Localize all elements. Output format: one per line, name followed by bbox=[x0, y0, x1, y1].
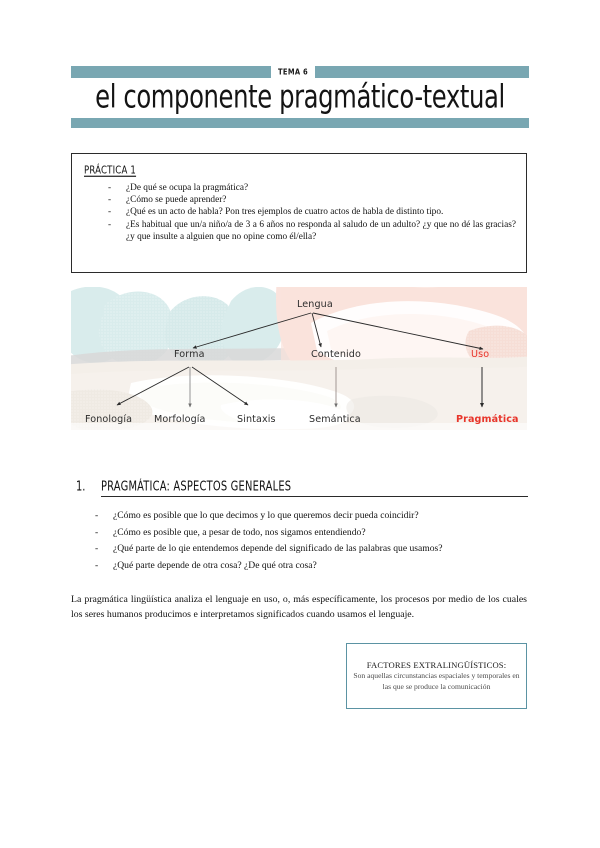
list-item: - ¿Qué parte de lo qie entendemos depende del significado de las palabras que usamos? bbox=[71, 541, 527, 558]
diagram-node-semantica: Semántica bbox=[309, 414, 361, 425]
practice-title: PRÁCTICA 1 bbox=[84, 164, 137, 177]
diagram-node-pragmatica: Pragmática bbox=[456, 414, 519, 425]
language-tree-diagram bbox=[71, 287, 527, 447]
section-question-list bbox=[71, 508, 527, 574]
diagram-node-uso: Uso bbox=[471, 349, 490, 360]
diagram-node-fonologia: Fonología bbox=[85, 414, 133, 425]
page-title: el componente pragmático-textual bbox=[95, 78, 505, 116]
factores-extralinguisticos-box bbox=[346, 643, 527, 709]
factores-description: Son aquellas circunstancias espaciales y temporales en las que se produce la comunicación bbox=[353, 671, 520, 691]
diagram-node-sintaxis: Sintaxis bbox=[237, 414, 276, 425]
list-item: - ¿Cómo se puede aprender? bbox=[84, 194, 516, 206]
list-item: - ¿Es habitual que un/a niño/a de 3 a 6 años no responda al saludo de un adulto? ¿y que no dé las gracias? ¿y que insulte a alguien que no opine como él/ella? bbox=[84, 219, 516, 243]
list-item: - ¿Cómo es posible que, a pesar de todo, nos sigamos entendiendo? bbox=[71, 525, 527, 542]
practice-box bbox=[71, 153, 527, 273]
question-list bbox=[71, 508, 527, 574]
header-bottom-bar bbox=[71, 118, 529, 128]
diagram-node-lengua: Lengua bbox=[297, 299, 333, 310]
list-item: - ¿Qué es un acto de habla? Pon tres ejemplos de cuatro actos de habla de distinto tipo. bbox=[84, 206, 516, 218]
section-number: 1. bbox=[76, 478, 86, 495]
diagram-node-morfologia: Morfología bbox=[154, 414, 206, 425]
list-item: - ¿Cómo es posible que lo que decimos y lo que queremos decir pueda coincidir? bbox=[71, 508, 527, 525]
factores-title: FACTORES EXTRALINGÜÍSTICOS: bbox=[366, 660, 507, 671]
list-item: - ¿De qué se ocupa la pragmática? bbox=[84, 182, 516, 194]
practice-question-list bbox=[84, 182, 516, 243]
section-heading bbox=[76, 480, 528, 498]
tema-label: TEMA 6 bbox=[278, 67, 308, 77]
diagram-node-contenido: Contenido bbox=[311, 349, 361, 360]
section-title: PRAGMÁTICA: ASPECTOS GENERALES bbox=[101, 478, 292, 495]
document-header bbox=[71, 66, 529, 132]
list-item: - ¿Qué parte depende de otra cosa? ¿De qué otra cosa? bbox=[71, 558, 527, 575]
body-paragraph: La pragmática lingüística analiza el lenguaje en uso, o, más específicamente, los procesos por medio de los cuales los seres humanos producimos e interpretamos significados cuando usamos el lenguaje. bbox=[71, 593, 527, 621]
diagram-node-forma: Forma bbox=[174, 349, 205, 360]
section-underline bbox=[101, 496, 528, 497]
